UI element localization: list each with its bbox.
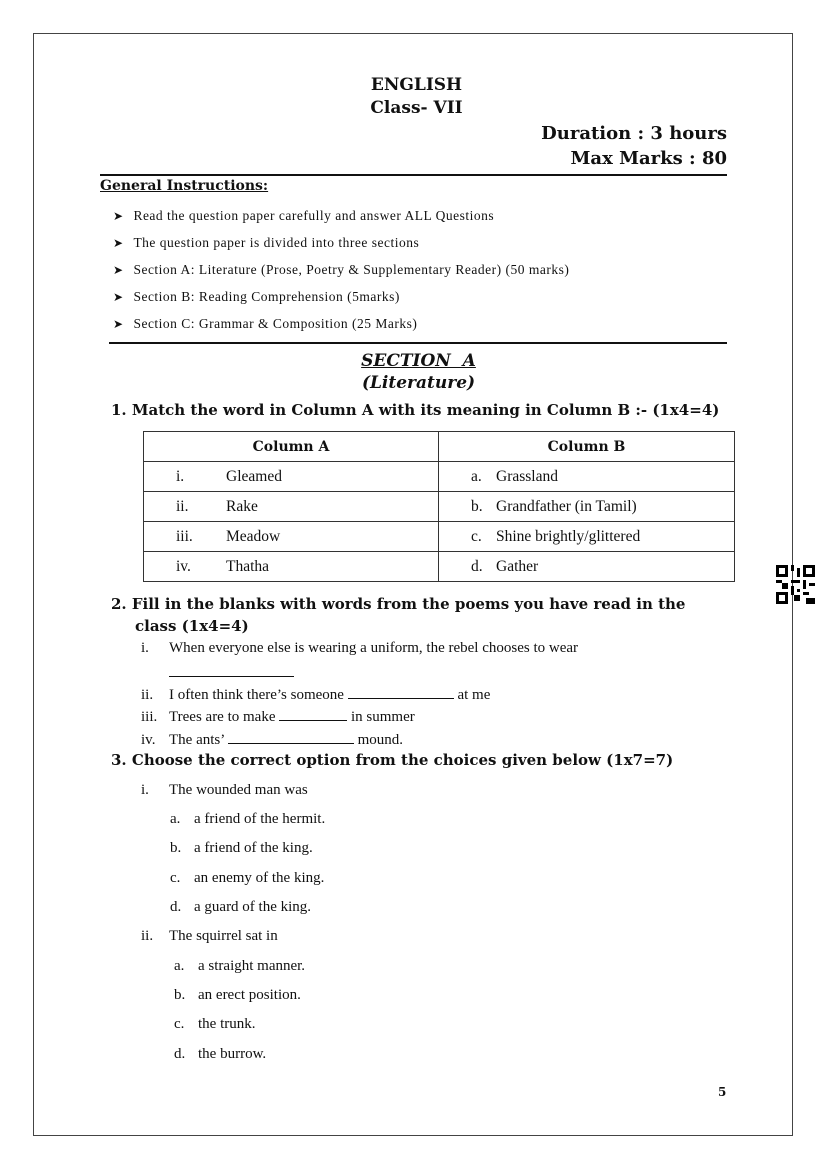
column-a-header: Column A <box>144 432 439 462</box>
instructions-heading: General Instructions: <box>100 178 269 194</box>
list-item: ➤ The question paper is divided into three sections <box>113 235 420 250</box>
arrow-bullet-icon: ➤ <box>113 317 124 331</box>
arrow-bullet-icon: ➤ <box>113 236 124 250</box>
blank-item: iv. The ants’ mound. <box>141 732 404 748</box>
section-title: SECTION A <box>361 351 476 371</box>
column-b-header: Column B <box>439 432 735 462</box>
subject-title: ENGLISH <box>370 75 463 95</box>
question-2-cont: class (1x4=4) <box>135 617 249 635</box>
divider <box>100 174 727 176</box>
mcq-option[interactable]: c. the trunk. <box>174 1016 256 1032</box>
answer-blank[interactable] <box>279 708 347 721</box>
mcq-stem: i. The wounded man was <box>141 782 308 798</box>
page-border <box>33 33 793 1136</box>
mcq-option[interactable]: d. the burrow. <box>174 1046 267 1062</box>
table-row: iii. Meadow c. Shine brightly/glittered <box>144 522 735 552</box>
blank-item: i. When everyone else is wearing a uniform, the rebel chooses to wear <box>141 640 579 656</box>
answer-blank[interactable] <box>169 664 294 677</box>
mcq-option[interactable]: a. a straight manner. <box>174 958 306 974</box>
mcq-option[interactable]: c. an enemy of the king. <box>170 870 325 886</box>
class-title: Class- VII <box>370 98 463 118</box>
question-2: 2. Fill in the blanks with words from the poems you have read in the <box>111 595 686 613</box>
mcq-option[interactable]: d. a guard of the king. <box>170 899 312 915</box>
mcq-option[interactable]: b. a friend of the king. <box>170 840 313 856</box>
divider <box>109 342 727 344</box>
arrow-bullet-icon: ➤ <box>113 209 124 223</box>
qr-code-icon <box>776 565 815 604</box>
list-item: ➤ Section B: Reading Comprehension (5marks) <box>113 289 400 304</box>
mcq-option[interactable]: a. a friend of the hermit. <box>170 811 326 827</box>
match-table <box>143 431 735 582</box>
list-item: ➤ Section A: Literature (Prose, Poetry & Supplementary Reader) (50 marks) <box>113 262 570 277</box>
page-number: 5 <box>718 1085 727 1099</box>
blank-item: iii. Trees are to make in summer <box>141 709 415 725</box>
table-row: iv. Thatha d. Gather <box>144 552 735 582</box>
duration: Duration : 3 hours <box>541 123 727 144</box>
table-row: ii. Rake b. Grandfather (in Tamil) <box>144 492 735 522</box>
list-item: ➤ Read the question paper carefully and answer ALL Questions <box>113 208 495 223</box>
answer-blank[interactable] <box>348 686 454 699</box>
section-subtitle: (Literature) <box>361 373 476 393</box>
answer-blank[interactable] <box>228 731 354 744</box>
arrow-bullet-icon: ➤ <box>113 290 124 304</box>
mcq-option[interactable]: b. an erect position. <box>174 987 301 1003</box>
max-marks: Max Marks : 80 <box>570 148 727 169</box>
question-1: 1. Match the word in Column A with its meaning in Column B :- (1x4=4) <box>111 401 720 419</box>
question-3: 3. Choose the correct option from the choices given below (1x7=7) <box>111 751 674 769</box>
blank-item: ii. I often think there’s someone at me <box>141 687 491 703</box>
list-item: ➤ Section C: Grammar & Composition (25 Marks) <box>113 316 418 331</box>
mcq-stem: ii. The squirrel sat in <box>141 928 278 944</box>
table-row: i. Gleamed a. Grassland <box>144 462 735 492</box>
arrow-bullet-icon: ➤ <box>113 263 124 277</box>
